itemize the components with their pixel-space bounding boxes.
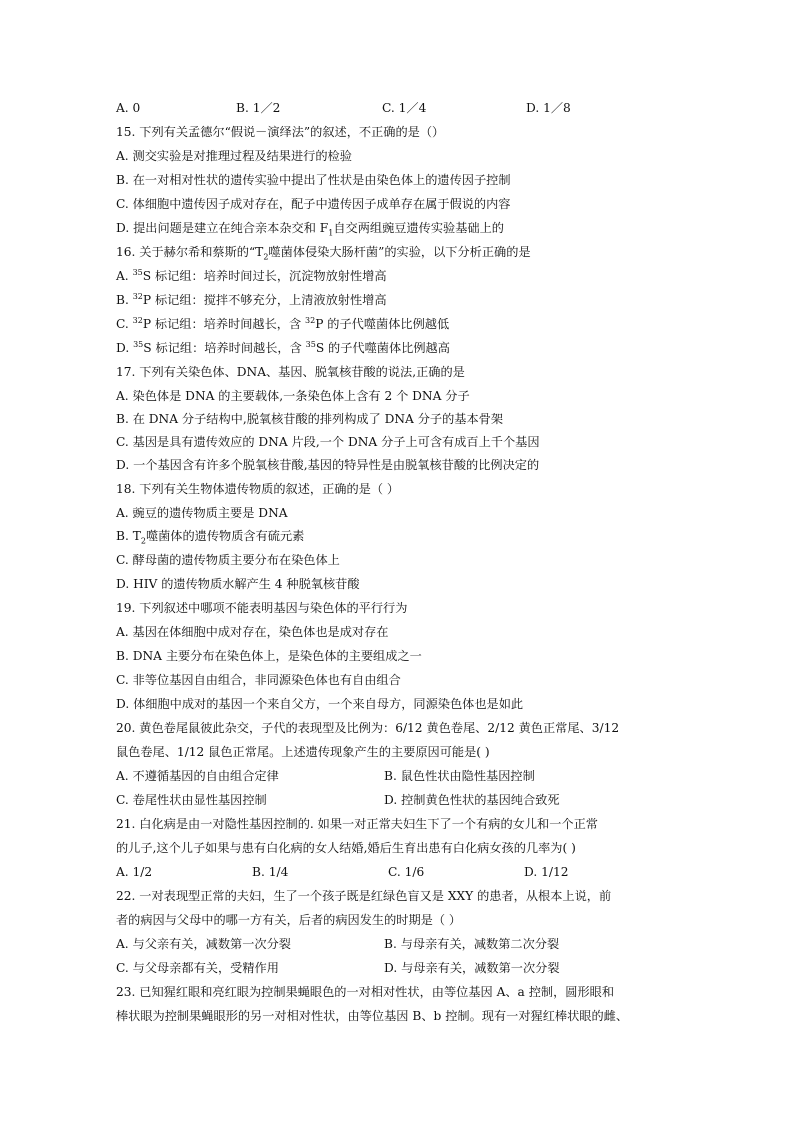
q15-option-d: D. 提出问题是建立在纯合亲本杂交和 $F_1$自交两组豌豆遗传实验基础上的 [116, 221, 504, 238]
q15-option-a: A. 测交实验是对推理过程及结果进行的检验 [116, 149, 352, 163]
q21-options [116, 864, 716, 880]
q22-options-row1 [116, 936, 716, 952]
q21-option-d: D. 1/12 [524, 865, 569, 879]
q20-options-row2 [116, 792, 716, 808]
q14-option-d: D. 1／8 [526, 101, 571, 115]
q16-stem: 16. 关于赫尔希和蔡斯的“$T_2$噬菌体侵染大肠杆菌”的实验，以下分析正确的是 [116, 245, 531, 262]
q14-option-a: A. 0 [116, 101, 141, 115]
q20-option-a: A. 不遵循基因的自由组合定律 [116, 769, 279, 783]
q16-option-c: C. $^{32}$P 标记组：培养时间越长，含 $^{32}$P 的子代噬菌体比例越低 [116, 315, 450, 331]
q21-option-a: A. 1/2 [116, 865, 153, 879]
q14-option-c: C. 1／4 [382, 101, 427, 115]
q19-option-c: C. 非等位基因自由组合，非同源染色体也有自由组合 [116, 673, 401, 687]
q15-stem: 15. 下列有关孟德尔“假说－演绎法”的叙述，不正确的是（） [116, 125, 445, 139]
q20-option-b: B. 鼠色性状由隐性基因控制 [384, 769, 535, 783]
q22-options-row2 [116, 960, 716, 976]
q16-option-b: B. $^{32}$P 标记组：搅拌不够充分，上清液放射性增高 [116, 291, 387, 307]
q19-option-a: A. 基因在体细胞中成对存在，染色体也是成对存在 [116, 625, 389, 639]
q23-stem-line1: 23. 已知猩红眼和亮红眼为控制果蝇眼色的一对相对性状，由等位基因 A、a 控制，圆形眼和 [116, 985, 615, 999]
q17-option-c: C. 基因是具有遗传效应的 DNA 片段,一个 DNA 分子上可含有成百上千个基因 [116, 435, 540, 449]
q16-option-a: A. $^{35}$S 标记组：培养时间过长，沉淀物放射性增高 [116, 267, 387, 283]
q18-stem: 18. 下列有关生物体遗传物质的叙述，正确的是（ ） [116, 482, 400, 496]
q15-option-b: B. 在一对相对性状的遗传实验中提出了性状是由染色体上的遗传因子控制 [116, 173, 511, 187]
q14-options [116, 100, 716, 116]
q22-stem-line2: 者的病因与父母中的哪一方有关，后者的病因发生的时期是（ ） [116, 913, 462, 927]
q18-option-d: D. HIV 的遗传物质水解产生 4 种脱氧核苷酸 [116, 577, 360, 591]
q17-option-a: A. 染色体是 DNA 的主要载体,一条染色体上含有 2 个 DNA 分子 [116, 389, 470, 403]
q19-option-d: D. 体细胞中成对的基因一个来自父方，一个来自母方，同源染色体也是如此 [116, 697, 524, 711]
q22-option-d: D. 与母亲有关，减数第一次分裂 [384, 961, 560, 975]
q20-stem-line1: 20. 黄色卷尾鼠彼此杂交，子代的表现型及比例为：6/12 黄色卷尾、2/12 黄色正常尾、3/12 [116, 721, 620, 735]
q17-option-d: D. 一个基因含有许多个脱氧核苷酸,基因的特异性是由脱氧核苷酸的比例决定的 [116, 458, 540, 472]
q18-option-c: C. 酵母菌的遗传物质主要分布在染色体上 [116, 553, 340, 567]
q22-option-a: A. 与父亲有关，减数第一次分裂 [116, 937, 291, 951]
q22-option-b: B. 与母亲有关，减数第二次分裂 [384, 937, 560, 951]
q22-stem-line1: 22. 一对表现型正常的夫妇，生了一个孩子既是红绿色盲又是 XXY 的患者，从根本上说，前 [116, 889, 612, 903]
q17-option-b: B. 在 DNA 分子结构中,脱氧核苷酸的排列构成了 DNA 分子的基本骨架 [116, 412, 504, 426]
q19-stem: 19. 下列叙述中哪项不能表明基因与染色体的平行行为 [116, 601, 408, 615]
q17-stem: 17. 下列有关染色体、DNA、基因、脱氧核苷酸的说法,正确的是 [116, 365, 465, 379]
q18-option-b: B. $T_2$噬菌体的遗传物质含有硫元素 [116, 529, 305, 546]
q21-stem-line1: 21. 白化病是由一对隐性基因控制的. 如果一对正常夫妇生下了一个有病的女儿和一个正常 [116, 817, 598, 831]
q22-option-c: C. 与父母亲都有关，受精作用 [116, 961, 279, 975]
q20-options-row1 [116, 768, 716, 784]
q21-stem-line2: 的儿子,这个儿子如果与患有白化病的女人结婚,婚后生育出患有白化病女孩的几率为( ) [116, 841, 576, 855]
q15-option-c: C. 体细胞中遗传因子成对存在，配子中遗传因子成单存在属于假说的内容 [116, 197, 511, 211]
q21-option-c: C. 1/6 [388, 865, 425, 879]
q19-option-b: B. DNA 主要分布在染色体上，是染色体的主要组成之一 [116, 649, 422, 663]
q20-option-c: C. 卷尾性状由显性基因控制 [116, 793, 267, 807]
q14-option-b: B. 1／2 [236, 101, 281, 115]
q21-option-b: B. 1/4 [252, 865, 289, 879]
q18-option-a: A. 豌豆的遗传物质主要是 DNA [116, 506, 288, 520]
q20-option-d: D. 控制黄色性状的基因纯合致死 [384, 793, 560, 807]
q20-stem-line2: 鼠色卷尾、1/12 鼠色正常尾。上述遗传现象产生的主要原因可能是( ) [116, 745, 490, 759]
q23-stem-line2: 棒状眼为控制果蝇眼形的另一对相对性状，由等位基因 B、b 控制。现有一对猩红棒状眼的雌、 [116, 1009, 629, 1023]
q16-option-d: D. $^{35}$S 标记组：培养时间越长，含 $^{35}$S 的子代噬菌体比例越高 [116, 339, 450, 355]
